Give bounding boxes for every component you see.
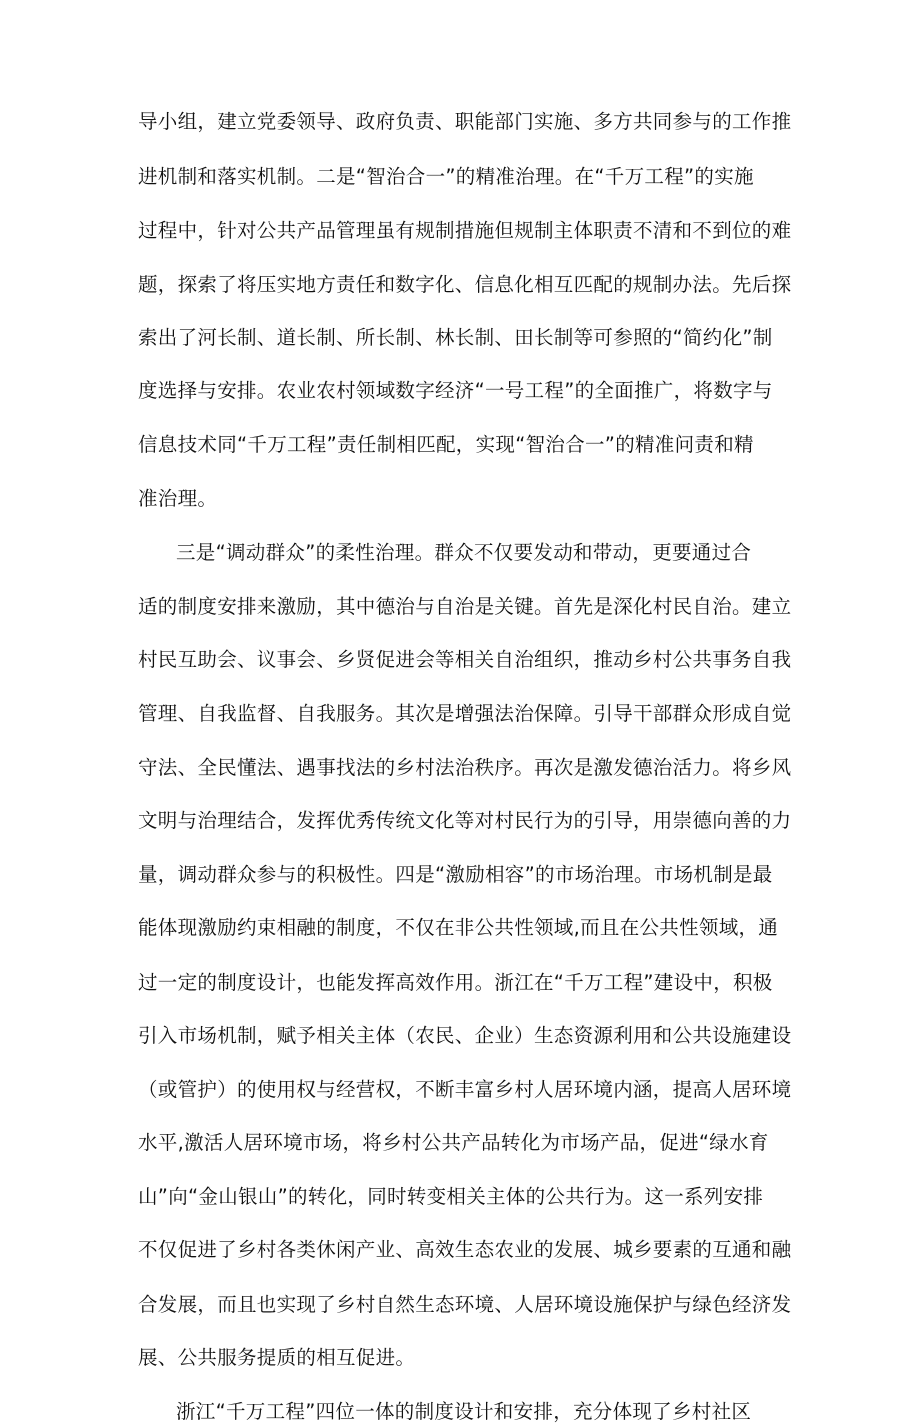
text-line: 进机制和落实机制。二是“智治合一”的精准治理。在“千万工程”的实施 <box>138 165 754 188</box>
text-line: 量，调动群众参与的积极性。四是“激励相容”的市场治理。市场机制是最 <box>138 863 773 886</box>
text-line: 管理、自我监督、自我服务。其次是增强法治保障。引导干部群众形成自觉 <box>138 702 792 725</box>
text-line: 准治理。 <box>138 487 218 510</box>
text-line: 信息技术同“千万工程”责任制相匹配，实现“智治合一”的精准问责和精 <box>138 433 754 456</box>
text-line: 过一定的制度设计，也能发挥高效作用。浙江在“千万工程”建设中，积极 <box>138 971 773 994</box>
text-line: 题，探索了将压实地方责任和数字化、信息化相互匹配的规制办法。先后探 <box>138 273 792 296</box>
text-line: 度选择与安排。农业农村领域数字经济“一号工程”的全面推广，将数字与 <box>138 379 773 402</box>
text-line: 适的制度安排来激励，其中德治与自治是关键。首先是深化村民自治。建立 <box>138 595 792 618</box>
text-line: 引入市场机制，赋予相关主体（农民、企业）生态资源利用和公共设施建设 <box>138 1024 792 1047</box>
text-line: （或管护）的使用权与经营权，不断丰富乡村人居环境内涵，提高人居环境 <box>138 1078 792 1101</box>
paragraph-first-line: 浙江“千万工程”四位一体的制度设计和安排，充分体现了乡村社区 <box>176 1400 752 1423</box>
text-line: 文明与治理结合，发挥优秀传统文化等对村民行为的引导，用崇德向善的力 <box>138 809 792 832</box>
text-line: 能体现激励约束相融的制度，不仅在非公共性领域,而且在公共性领域，通 <box>138 916 779 939</box>
text-line: 不仅促进了乡村各类休闲产业、高效生态农业的发展、城乡要素的互通和融 <box>138 1238 792 1261</box>
text-line: 展、公共服务提质的相互促进。 <box>138 1346 416 1369</box>
text-line: 守法、全民懂法、遇事找法的乡村法治秩序。再次是激发德治活力。将乡风 <box>138 756 792 779</box>
text-line: 山”向“金山银山”的转化，同时转变相关主体的公共行为。这一系列安排 <box>138 1185 764 1208</box>
text-line: 合发展，而且也实现了乡村自然生态环境、人居环境设施保护与绿色经济发 <box>138 1293 792 1316</box>
text-line: 水平,激活人居环境市场，将乡村公共产品转化为市场产品，促进“绿水育 <box>138 1131 769 1154</box>
text-line: 村民互助会、议事会、乡贤促进会等相关自治组织，推动乡村公共事务自我 <box>138 648 792 671</box>
text-line: 索出了河长制、道长制、所长制、林长制、田长制等可参照的“简约化”制 <box>138 326 773 349</box>
paragraph-first-line: 三是“调动群众”的柔性治理。群众不仅要发动和带动，更要通过合 <box>176 541 752 564</box>
text-line: 导小组，建立党委领导、政府负责、职能部门实施、多方共同参与的工作推 <box>138 110 792 133</box>
text-line: 过程中，针对公共产品管理虽有规制措施但规制主体职责不清和不到位的难 <box>138 219 792 242</box>
